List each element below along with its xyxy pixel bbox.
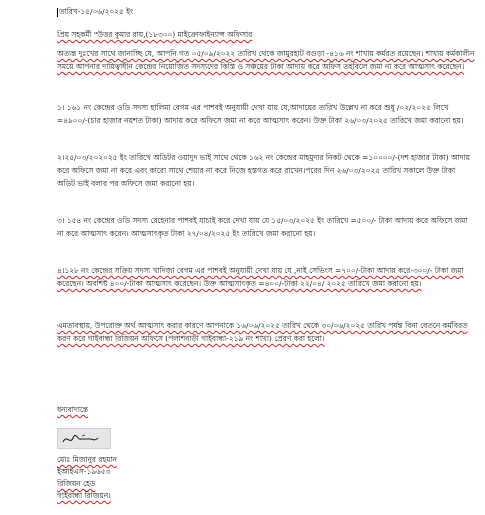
thanks-line: ধন্যবাদান্তে bbox=[57, 405, 89, 414]
point-2-paragraph: ২।২৫/০৩/২০২০২৫ ইং তারিখে অডিটর ওয়াদুদ ভাই সাথে থেকে ১৬২ নং কেন্দ্রের মাহমুদার নিকট থেকে =১০০০০/-(দশ হাজার টাকা) আদায় করে অফিসে জমা না করে এবং কারো সাথে শেয়ার না করে নিজে হস্তগত করে রাখেন।পরের দিন ২৬/০৩/২০২৫ তারিখ সকালে উক্ত টাকা অডিট ভাই বলার পর অফিসে জমা করানো হয়। bbox=[57, 153, 470, 189]
point-1-paragraph: ১। ১৬১ নং কেন্দ্রের ওডি সদস্য হালিমা বেগম এর পাশবই অনুযায়ী দেখা যায় যে,আদায়ের তারিখ উল্লেখ না করে শুধু /০২/২০২৫ লিখে =৪৯০০/-(চার হাজার নয়শত টাকা) আদায় করে অফিসে জমা না করে আত্মসাৎ করেন। উক্ত টাকা ২৬/০৩/২০২৫ তারিখে জমা করানো হয়। bbox=[57, 103, 464, 126]
point-3-paragraph: ৩। ১৫৪ নং কেন্দ্রের ওডি সদস্য রেহেনার পাশবই যাচাই করে দেখা যায় যে ১৫/০৩/২০২৫ ইং তারিখে =৫০০/- টাকা আদায় করে অফিসে জমা না করে আত্মসাৎ করেন। আত্মসাৎকৃত টাকা ২৭/০৪/২০২৫ ইং তারিখে জমা করানো হয়। bbox=[57, 216, 468, 239]
intro-paragraph: অত্যন্ত দুঃখের সাথে জানাচ্ছি যে, আপনি গত ০৫/০৯/২০২২ তারিখ থেকে জামুরহাট বগুড়া -৪১৬ নং শাখায় কর্মরত রয়েছেন। শাখায় কর্মকালীন সময়ে আপনার দায়িত্বাধীন কেন্দ্রের নিয়োজিত সদস্যদের কিস্তি ও সঞ্চয়ের টাকা আদায় করে অফিস তহবিলে জমা না করে আত্মসাৎ করেছেন। bbox=[57, 49, 475, 72]
signature-image bbox=[57, 428, 111, 449]
closing-paragraph: এমতাবস্থায়, উপরোক্ত অর্থ আত্মসাৎ করার কারণে আপনাকে ১৬/০৬/২০২৫ তারিখ থেকে ৩০/০৬/২০২৫ তারিখ পর্যন্ত বিনা বেতনে কর্মবিরত করণ করে গাইবান্ধা রিজিয়ন অফিসে (পলাশবাড়ী গাইবান্ধা-২১৯ নং শাখা) প্রেরণ করা হলো। bbox=[57, 321, 468, 344]
recipient-line: প্রিয় সহকর্মী "উত্তর কুমার রায়,(১৮৩০০) মাইক্রোফাইন্যান্স অফিসার bbox=[57, 30, 253, 39]
date-line: তারিখ-১৫/০৬/২০২৫ ইং bbox=[59, 7, 134, 16]
point-4-paragraph: ৪।১২৮ নং কেন্দ্রের সক্রিয় সদস্য খাদিজা বেগম এর পাশবই অনুযায়ী দেখা যায় যে ,নাই সেভিংস =৭০০/-টাকা আদায় করে-৩০০/- টাকা জমা করেছেন। অবশিষ্ট ৪০০/-টাকা আত্মসাৎ করেছেন। উক্ত আত্মসাৎকৃত =৪০০/-টাকা ২২/০৪/ ২০২৫ তারিখে জমা করানো হয়। bbox=[57, 266, 464, 289]
signatory-id: ইআইএস-১৯৬৫৩ bbox=[57, 467, 111, 476]
signature-scribble bbox=[58, 429, 110, 448]
signatory-region: গাইবান্ধা রিজিয়ন। bbox=[57, 491, 111, 500]
text-cursor bbox=[57, 8, 58, 17]
signatory-title: রিজিয়ন হেড bbox=[57, 479, 96, 488]
signatory-name: মোঃ মিজানুর রহমান bbox=[57, 455, 117, 464]
